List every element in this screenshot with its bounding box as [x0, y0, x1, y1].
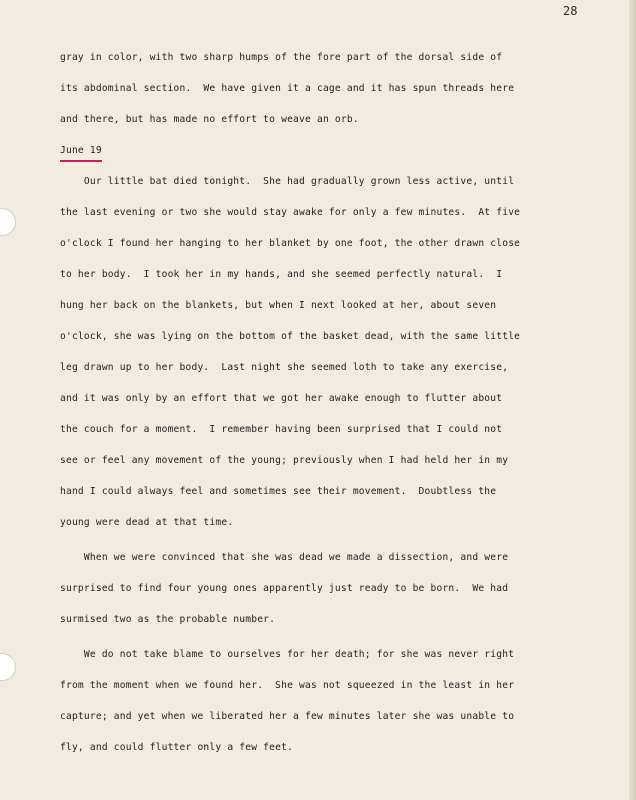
text-line: gray in color, with two sharp humps of the fore part of the dorsal side of — [60, 52, 503, 63]
text-line: from the moment when we found her. She was not squeezed in the least in her — [60, 680, 515, 691]
text-line: surprised to find four young ones apparently just ready to be born. We had — [60, 583, 509, 594]
text-line: see or feel any movement of the young; previously when I had held her in my — [60, 455, 509, 466]
page-body — [60, 42, 605, 763]
text-line: surmised two as the probable number. — [60, 614, 276, 625]
text-line: the last evening or two she would stay awake for only a few minutes. At five — [60, 207, 521, 218]
text-line: and there, but has made no effort to weave an orb. — [60, 114, 359, 125]
text-line: We do not take blame to ourselves for her death; for she was never right — [60, 649, 515, 660]
date-heading-line — [60, 135, 605, 166]
text-line: fly, and could flutter only a few feet. — [60, 742, 294, 753]
text-line: hung her back on the blankets, but when I next looked at her, about seven — [60, 300, 497, 311]
paragraph-blame — [60, 639, 605, 763]
text-line: leg drawn up to her body. Last night she seemed loth to take any exercise, — [60, 362, 509, 373]
text-line: hand I could always feel and sometimes see their movement. Doubtless the — [60, 486, 497, 497]
paragraph-dissection — [60, 542, 605, 635]
page-number: 28 — [563, 4, 578, 18]
text-line: to her body. I took her in my hands, and she seemed perfectly natural. I — [60, 269, 503, 280]
punch-hole — [0, 653, 16, 681]
text-line: Our little bat died tonight. She had gradually grown less active, until — [60, 176, 515, 187]
text-line: capture; and yet when we liberated her a few minutes later she was unable to — [60, 711, 515, 722]
date-heading: June 19 — [60, 143, 102, 162]
text-line: its abdominal section. We have given it a cage and it has spun threads here — [60, 83, 515, 94]
text-line: o'clock, she was lying on the bottom of the basket dead, with the same little — [60, 331, 521, 342]
paragraph-bat-death — [60, 166, 605, 538]
text-line: When we were convinced that she was dead we made a dissection, and were — [60, 552, 509, 563]
text-line: and it was only by an effort that we got her awake enough to flutter about — [60, 393, 503, 404]
text-line: young were dead at that time. — [60, 517, 234, 528]
text-line: the couch for a moment. I remember having been surprised that I could not — [60, 424, 503, 435]
paper-edge — [629, 0, 635, 800]
text-line: o'clock I found her hanging to her blanket by one foot, the other drawn close — [60, 238, 521, 249]
punch-hole — [0, 208, 16, 236]
intro-paragraph — [60, 42, 605, 135]
